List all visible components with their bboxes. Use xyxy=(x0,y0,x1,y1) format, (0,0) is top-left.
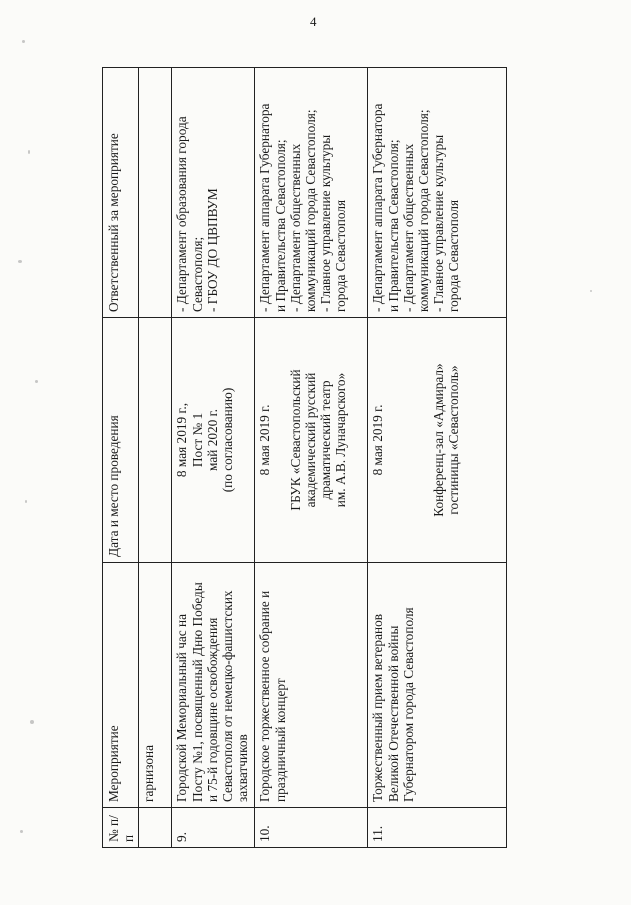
cell-responsible xyxy=(139,68,172,318)
scan-speck xyxy=(28,150,30,154)
scan-speck xyxy=(590,290,592,292)
header-date-place: Дата и место проведения xyxy=(103,318,139,563)
cell-event: Торжественный прием ветеранов Великой Отечественной войны Губернатором города Севастополя xyxy=(368,563,507,808)
cell-responsible: - Департамент аппарата Губернатора и Правительства Севастополя; - Департамент общественных коммуникаций города Севастополя; - Главное управление культуры города Севастополя xyxy=(368,68,507,318)
cell-num: 11. xyxy=(368,808,507,848)
cell-event: гарнизона xyxy=(139,563,172,808)
table-row-continuation xyxy=(139,68,172,848)
cell-responsible: - Департамент аппарата Губернатора и Правительства Севастополя; - Департамент общественных коммуникаций города Севастополя; - Главное управление культуры города Севастополя xyxy=(255,68,368,318)
header-num: № п/п xyxy=(103,808,139,848)
scan-speck xyxy=(18,260,22,263)
cell-event: Городское торжественное собрание и праздничный концерт xyxy=(255,563,368,808)
header-responsible: Ответственный за мероприятие xyxy=(103,68,139,318)
rotated-table-container xyxy=(102,68,506,848)
header-event: Мероприятие xyxy=(103,563,139,808)
cell-date-place: 8 мая 2019 г. ГБУК «Севастопольский академический русский драматический театр им. А.В. Луначарского» xyxy=(255,318,368,563)
scan-speck xyxy=(20,830,23,833)
cell-date-place: 8 мая 2019 г. Конференц-зал «Адмирал» гостиницы «Севастополь» xyxy=(368,318,507,563)
cell-date-place: 8 мая 2019 г., Пост № 1 май 2020 г. (по согласованию) xyxy=(172,318,255,563)
events-table xyxy=(102,67,507,848)
table-header-row xyxy=(103,68,139,848)
cell-event: Городской Мемориальный час на Посту №1, посвященный Дню Победы и 75-й годовщине освобождения Севастополя от немецко-фашистских захватчиков xyxy=(172,563,255,808)
scan-speck xyxy=(25,500,27,503)
table-row xyxy=(368,68,507,848)
table-row xyxy=(255,68,368,848)
page-number: 4 xyxy=(310,14,317,29)
cell-responsible: - Департамент образования города Севастополя; - ГБОУ ДО ЦВПВУМ xyxy=(172,68,255,318)
cell-num: 9. xyxy=(172,808,255,848)
cell-num: 10. xyxy=(255,808,368,848)
table-row xyxy=(172,68,255,848)
cell-date-place xyxy=(139,318,172,563)
scan-speck xyxy=(35,380,38,383)
scan-speck xyxy=(22,40,25,43)
scan-speck xyxy=(30,720,34,724)
cell-num xyxy=(139,808,172,848)
